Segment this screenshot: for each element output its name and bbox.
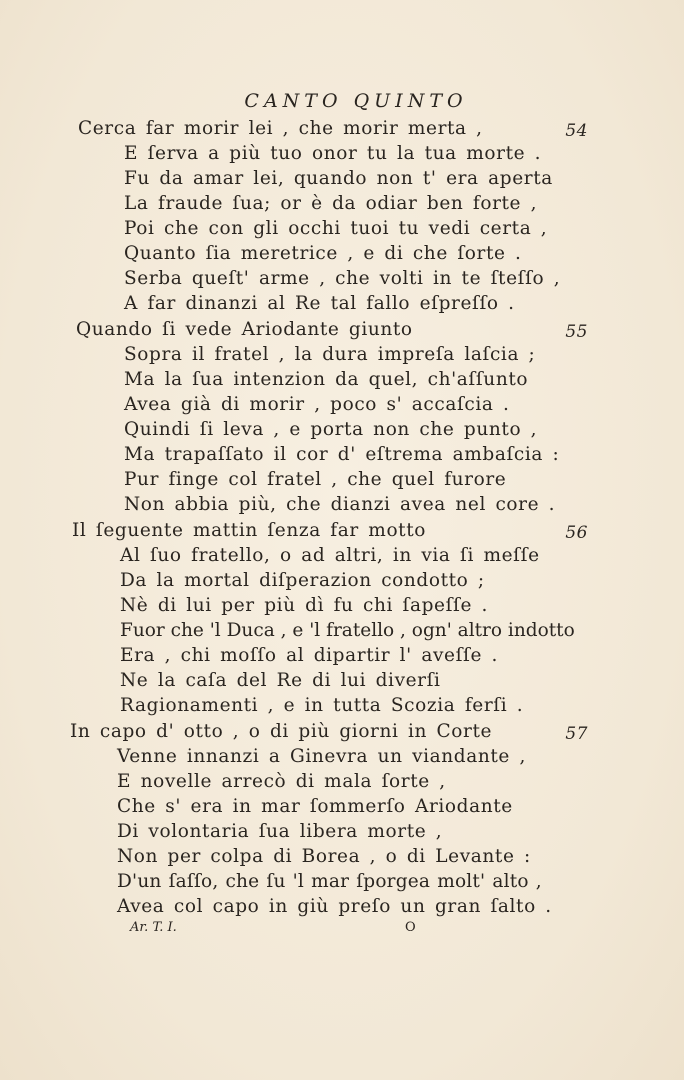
verse-line: Di volontaria ſua libera morte , bbox=[117, 821, 443, 842]
verse-line: Da la mortal diſperazion condotto ; bbox=[120, 570, 485, 591]
verse-line: Avea già di morir , poco s' accaſcia . bbox=[124, 394, 510, 415]
verse-line: Venne innanzi a Ginevra un viandante , bbox=[117, 746, 526, 767]
verse-line: La fraude ſua; or è da odiar ben forte , bbox=[124, 193, 538, 214]
stanza-number: 57 bbox=[565, 724, 588, 744]
verse-line: E novelle arrecò di mala ſorte , bbox=[117, 771, 446, 792]
verse-line: Ma trapaſſato il cor d' eſtrema ambaſcia : bbox=[124, 444, 560, 465]
verse-line: Serba queſt' arme , che volti in te ſteſſo , bbox=[124, 268, 561, 289]
verse-line: Sopra il fratel , la dura impreſa laſcia ; bbox=[124, 344, 536, 365]
verse-line: Quando ſi vede Ariodante giunto bbox=[76, 319, 413, 340]
verse-line: Era , chi moſſo al dipartir l' aveſſe . bbox=[120, 645, 498, 666]
verse-line: Quanto ſia meretrice , e di che ſorte . bbox=[124, 243, 522, 264]
running-header bbox=[0, 90, 684, 112]
verse-line: Al ſuo fratello, o ad altri, in via ſi meſſe bbox=[120, 545, 540, 566]
verse-line: Poi che con gli occhi tuoi tu vedi certa , bbox=[124, 218, 548, 239]
verse-line: Quindi ſi leva , e porta non che punto , bbox=[124, 419, 538, 440]
running-header-text: CANTO QUINTO bbox=[244, 90, 468, 112]
verse-line: Non abbia più, che dianzi avea nel core . bbox=[124, 494, 556, 515]
verse-line: In capo d' otto , o di più giorni in Corte bbox=[70, 721, 493, 742]
catchword: O bbox=[405, 920, 416, 935]
verse-line: Che s' era in mar ſommerſo Ariodante bbox=[117, 796, 513, 817]
verse-line: Nè di lui per più dì fu chi ſapeſſe . bbox=[120, 595, 488, 616]
verse-line: Cerca far morir lei , che morir merta , bbox=[78, 118, 483, 139]
stanza-number: 54 bbox=[565, 121, 588, 141]
verse-line: Ragionamenti , e in tutta Scozia ferſi . bbox=[120, 695, 524, 716]
verse-line: Avea col capo in giù preſo un gran ſalto . bbox=[117, 896, 552, 917]
verse-line: Non per colpa di Borea , o di Levante : bbox=[117, 846, 531, 867]
page-footer bbox=[0, 920, 684, 944]
verse-line: E ſerva a più tuo onor tu la tua morte . bbox=[124, 143, 542, 164]
verse-line: Fuor che 'l Duca , e 'l fratello , ogn' altro indotto bbox=[120, 620, 575, 641]
verse-line: Pur finge col fratel , che quel furore bbox=[124, 469, 507, 490]
verse-line: Fu da amar lei, quando non t' era aperta bbox=[124, 168, 553, 189]
verse-line: A far dinanzi al Re tal fallo eſpreſſo . bbox=[124, 293, 515, 314]
verse-line: D'un ſaſſo, che ſu 'l mar ſporgea molt' alto , bbox=[117, 871, 542, 892]
verse-line: Il ſeguente mattin ſenza far motto bbox=[72, 520, 426, 541]
verse-line: Ma la ſua intenzion da quel, ch'aſſunto bbox=[124, 369, 529, 390]
stanza-number: 56 bbox=[565, 523, 588, 543]
verse-line: Ne la caſa del Re di lui diverſi bbox=[120, 670, 441, 691]
signature-mark: Ar. T. I. bbox=[130, 920, 177, 935]
stanza-number: 55 bbox=[565, 322, 588, 342]
